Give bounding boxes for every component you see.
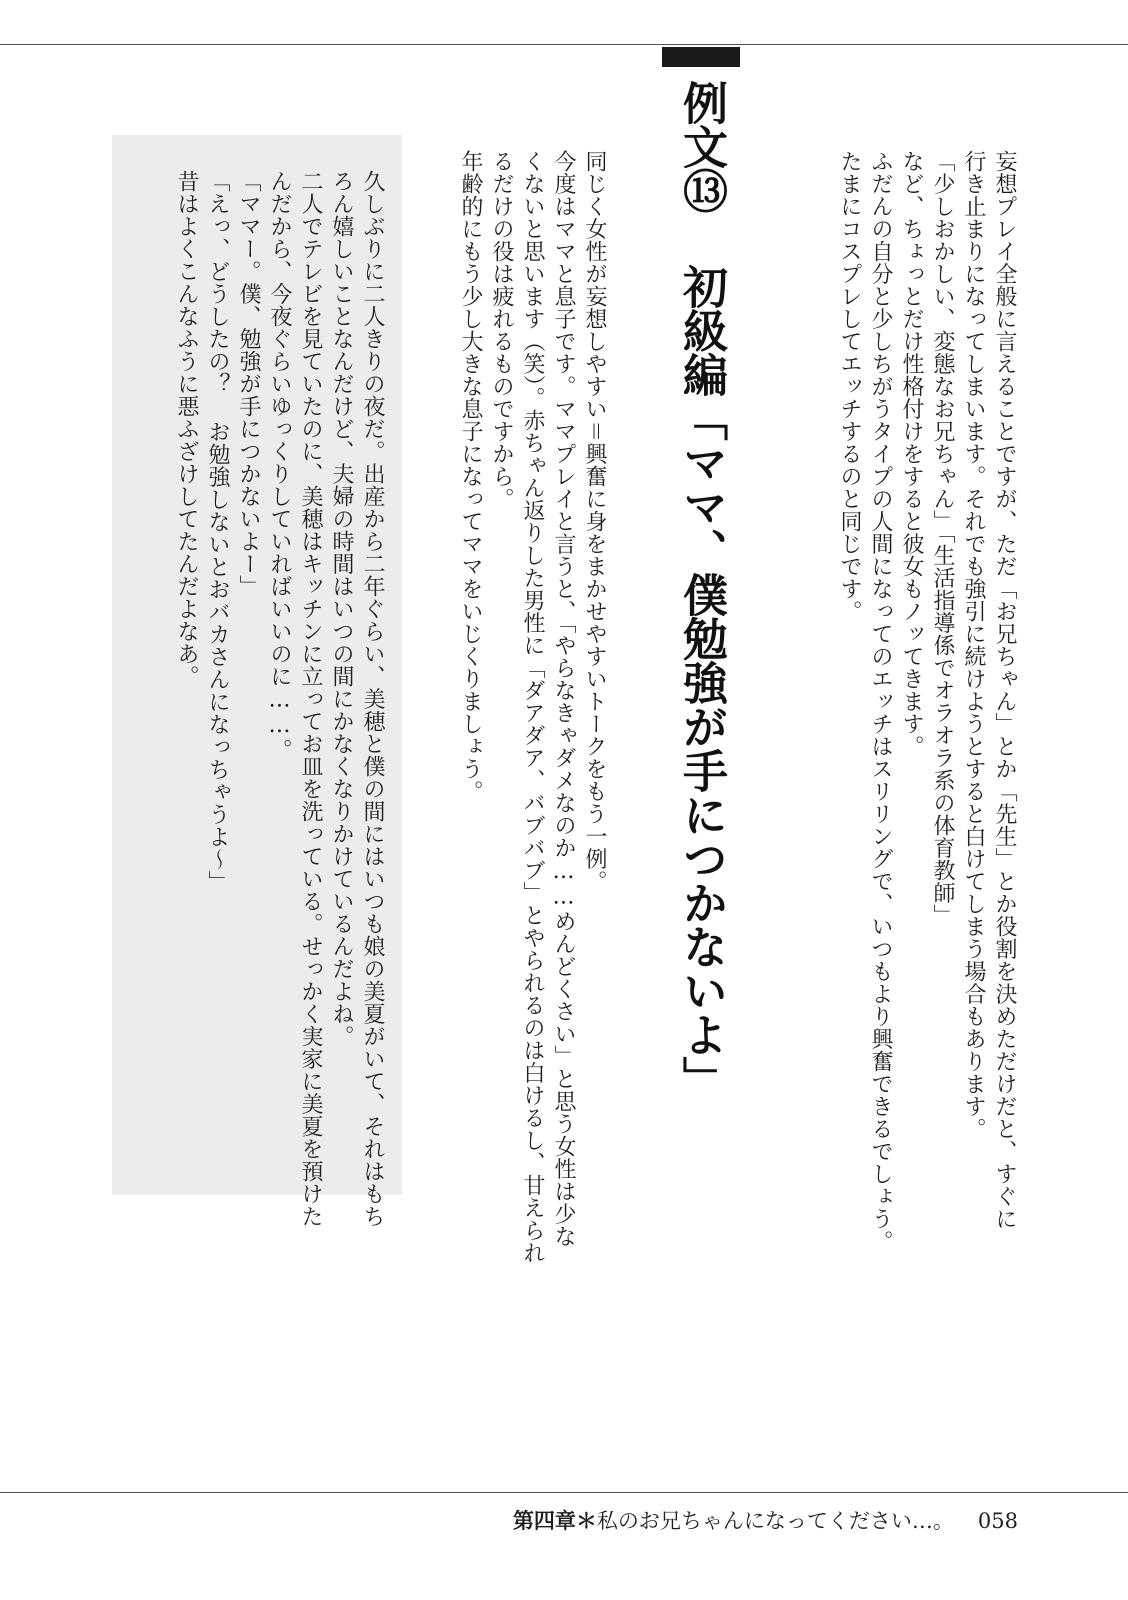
paragraph: 昔はよくこんなふうに悪ふざけしてたんだよなあ。 [174,170,199,688]
paragraph: 今度はママと息子です。ママプレイと言うと、「やらなきゃダメなのか……めんどくさい」と思う女性は少な [551,150,576,1248]
bottom-rule [0,1492,1128,1493]
paragraph: など、ちょっとだけ性格付けをすると彼女もノッてきます。 [899,150,924,758]
paragraph: くないと思います（笑）。赤ちゃん返りした男性に「ダアダア、バブバブ」とやられるのは白けるし、甘えられ [520,150,545,1264]
paragraph: 「ママー。僕、勉強が手につかないよー」 [236,170,261,598]
paragraph: 久しぶりに二人きりの夜だ。出産から二年ぐらい、美穂と僕の間にはいつも娘の美夏がいて、それはもち [360,170,385,1228]
chapter-title: 私のお兄ちゃんになってください…。 [596,1509,954,1533]
paragraph: 二人でテレビを見ていたのに、美穂はキッチンに立ってお皿を洗っている。せっかく実家に美夏を預けた [298,170,323,1228]
sample-dialogue-text [132,170,388,1228]
page-number: 058 [977,1509,1018,1533]
page-footer [513,1505,1018,1535]
paragraph: 同じく女性が妄想しやすい＝興奮に身をまかせやすいトークをもう一例。 [582,150,607,893]
paragraph: ろん嬉しいことなんだけど、夫婦の時間はいつの間にかなくなりかけているんだよね。 [329,170,354,1048]
paragraph: 行き止まりになってしまいます。それでも強引に続けようとすると白けてしまう場合もあります。 [961,150,986,1140]
section-tab-marker [662,47,740,67]
section-title: 例文⑬ 初級編「ママ、僕勉強が手につかないよ」 [675,80,728,1100]
intro-text [780,150,1020,1253]
paragraph: たまにコスプレしてエッチするのと同じです。 [837,150,862,623]
body-text [420,150,610,1264]
paragraph: るだけの役は疲れるものですから。 [489,150,514,510]
paragraph: んだから、今夜ぐらいゆっくりしていればいいのに……。 [267,170,292,761]
paragraph: 「えっ、どうしたの？ お勉強しないとおバカさんになっちゃうよ～」 [205,170,230,893]
top-rule [0,44,1128,45]
paragraph: ふだんの自分と少しちがうタイプの人間になってのエッチはスリリングで、いつもより興奮できるでしょう。 [868,150,893,1253]
paragraph: 「少しおかしい、変態なお兄ちゃん」「生活指導係でオラオラ系の体育教師」 [930,150,955,927]
paragraph: 妄想プレイ全般に言えることですが、ただ「お兄ちゃん」とか「先生」とか役割を決めただけだと、すぐに [992,150,1017,1230]
chapter-label: 第四章＊ [512,1508,597,1533]
paragraph: 年齢的にもう少し大きな息子になってママをいじくりましょう。 [458,150,483,803]
